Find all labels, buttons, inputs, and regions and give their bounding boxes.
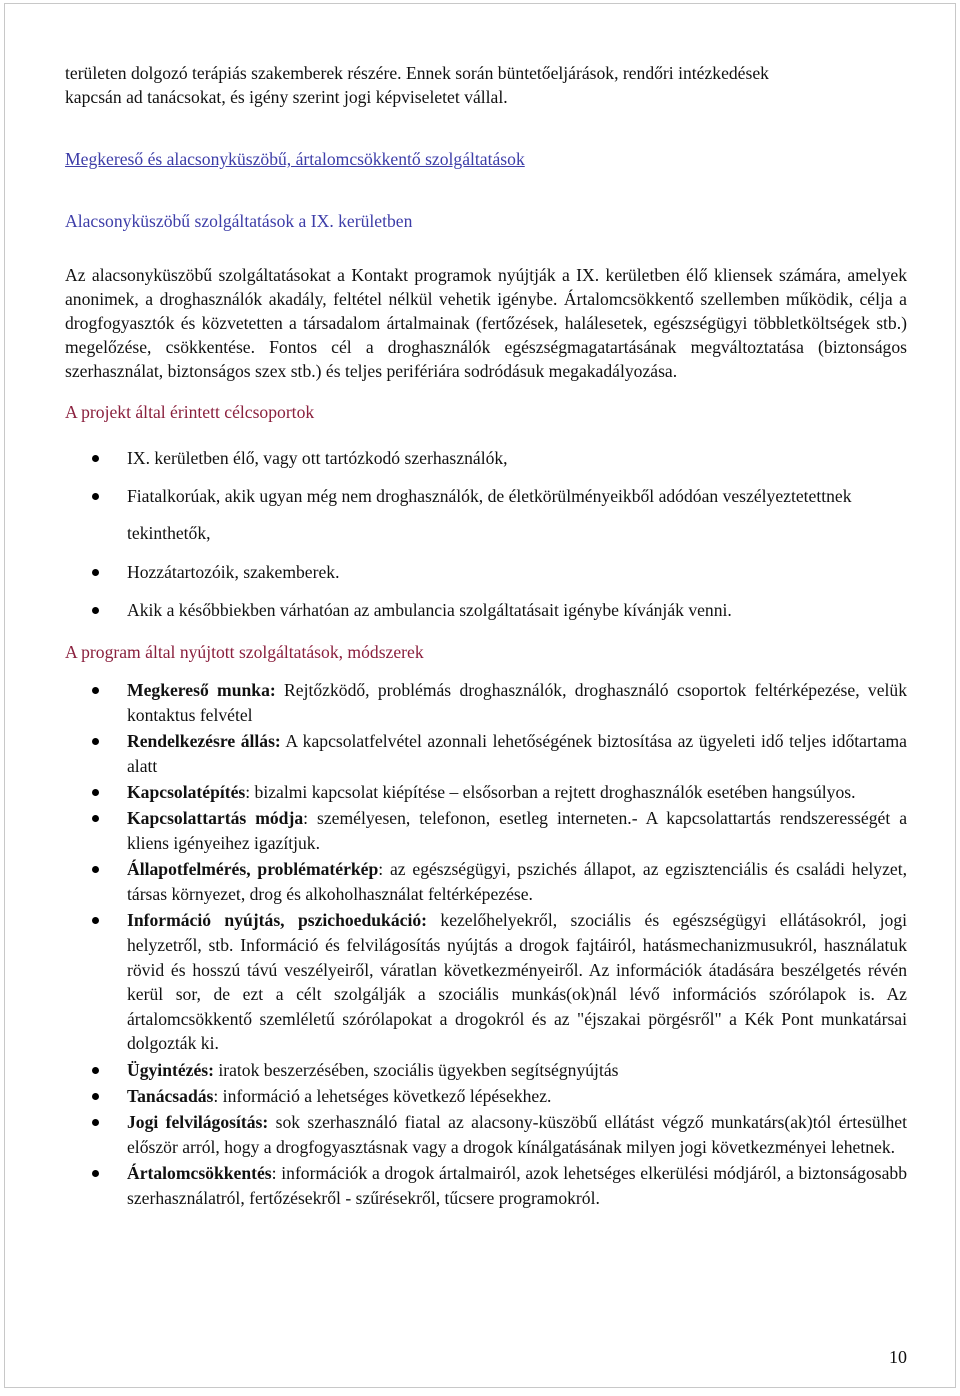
body-paragraph: Az alacsonyküszöbű szolgáltatásokat a Kontakt programok nyújtják a IX. kerületben élő kliensek számára, amelyek anonimek, a droghasználók akadály, feltétel nélkül vehetik igénybe. Ártalomcsökkentő szellemben működik, célja a drogfogyasztók és közvetetten a társadalom ártalmainak (fertőzések, halálesetek, egészségügyi többletköltségek stb.) megelőzése, csökkentése. Fontos cél a droghasználók egészségmagatartásának megváltoztatása (biztonságos szerhasználat, biztonságos szex stb.) és teljes perifériára sodródásuk megakadályozása. — [65, 265, 907, 381]
service-term: Információ nyújtás, pszichoedukáció: — [127, 910, 427, 931]
service-term: Tanácsadás — [127, 1086, 214, 1107]
target-groups-list — [65, 440, 907, 628]
page-number: 10 — [889, 1347, 907, 1367]
service-item — [65, 908, 907, 1056]
list-item: Akik a későbbiekben várhatóan az ambulancia szolgáltatásait igénybe kívánják venni. — [65, 592, 907, 628]
intro-paragraph — [65, 61, 907, 109]
service-term: Rendelkezésre állás: — [127, 730, 281, 751]
service-term: Ártalomcsökkentés — [127, 1163, 272, 1184]
list-item: Hozzátartozóik, szakemberek. — [65, 554, 907, 590]
intro-line-2: kapcsán ad tanácsokat, és igény szerint jogi képviseletet vállal. — [65, 87, 508, 107]
service-text: iratok beszerzésében, szociális ügyekben segítségnyújtás — [213, 1059, 619, 1080]
service-item — [65, 1058, 907, 1083]
service-item — [65, 1084, 907, 1109]
service-text: : az egészségügyi, pszichés állapot, az egzisztenciális és családi helyzet, társas környezet, drog és alkoholhasználat feltérképezése. — [127, 859, 907, 904]
service-item — [65, 806, 907, 855]
service-term: Kapcsolattartás módja — [127, 808, 304, 829]
service-term: Ügyintézés: — [127, 1059, 214, 1080]
service-item — [65, 678, 907, 727]
service-term: Megkereső munka: — [127, 680, 276, 700]
service-term: Jogi felvilágosítás: — [127, 1112, 269, 1133]
document-page — [4, 3, 956, 1388]
service-text: sok szerhasználó fiatal az alacsony-küszöbű ellátást végző munkatárs(ak)tól értesülhet először arról, hogy a drogfogyasztásnak vagy a drogok kínálgatásának milyen jogi következményei lehetnek. — [127, 1112, 908, 1158]
service-text: : információk a drogok ártalmairól, azok lehetséges elkerülési módjáról, a biztonságosabb szerhasználatról, fertőzésekről - szűrésekről, tűcsere programokról. — [127, 1163, 907, 1209]
service-term: Állapotfelmérés, problématérkép — [127, 859, 379, 880]
service-text: kezelőhelyekről, szociális és egészségügyi ellátásokról, jogi helyzetről, stb. Információ és felvilágosítás nyújtás a drogok fajtáiról, hatásmechanizmusukról, használatuk rövid és hosszú távú veszélyeiről, váratlan következményeiről. Az információk átadására beszélgetés révén kerül sor, de ezt a célt szolgálják a szociális munkás(ok)nál lévő információs szórólapok is. Az ártalomcsökkentő szemléletű szórólapokat a drogokról és az "éjszakai pörgésről" a Kék Pont munkatársai dolgozták ki. — [127, 910, 907, 1054]
service-text: : információ a lehetséges következő lépésekhez. — [213, 1086, 552, 1107]
target-groups-heading: A projekt által érintett célcsoportok — [65, 402, 315, 422]
list-item: IX. kerületben élő, vagy ott tartózkodó szerhasználók, — [65, 440, 907, 476]
list-item: Fiatalkorúak, akik ugyan még nem droghasználók, de életkörülményeikből adódóan veszélyeztetettnek tekinthetők, — [65, 478, 907, 552]
subsection-heading: Alacsonyküszöbű szolgáltatások a IX. kerületben — [65, 211, 413, 231]
service-item — [65, 780, 907, 805]
services-list — [65, 678, 907, 1211]
intro-line-1: területen dolgozó terápiás szakemberek részére. Ennek során büntetőeljárások, rendőri intézkedések — [65, 63, 769, 83]
section-heading: Megkereső és alacsonyküszöbű, ártalomcsökkentő szolgáltatások — [65, 149, 525, 169]
service-text: A kapcsolatfelvétel azonnali lehetőségének biztosítása az ügyeleti idő teljes időtartama alatt — [127, 730, 907, 776]
page-content — [65, 61, 907, 1212]
service-item — [65, 857, 907, 906]
service-item — [65, 1161, 907, 1210]
services-heading: A program által nyújtott szolgáltatások, módszerek — [65, 642, 424, 662]
service-item — [65, 1110, 907, 1159]
service-item — [65, 729, 907, 778]
service-text: : személyesen, telefonon, esetleg interneten.- A kapcsolattartás rendszerességét a kliens igényeihez igazítjuk. — [127, 808, 907, 853]
service-text: Rejtőzködő, problémás droghasználók, droghasználó csoportok feltérképezése, velük kontaktus felvétel — [127, 680, 907, 725]
service-text: : bizalmi kapcsolat kiépítése – elsősorban a rejtett droghasználók esetében hangsúlyos. — [245, 781, 856, 802]
service-term: Kapcsolatépítés — [127, 781, 246, 802]
